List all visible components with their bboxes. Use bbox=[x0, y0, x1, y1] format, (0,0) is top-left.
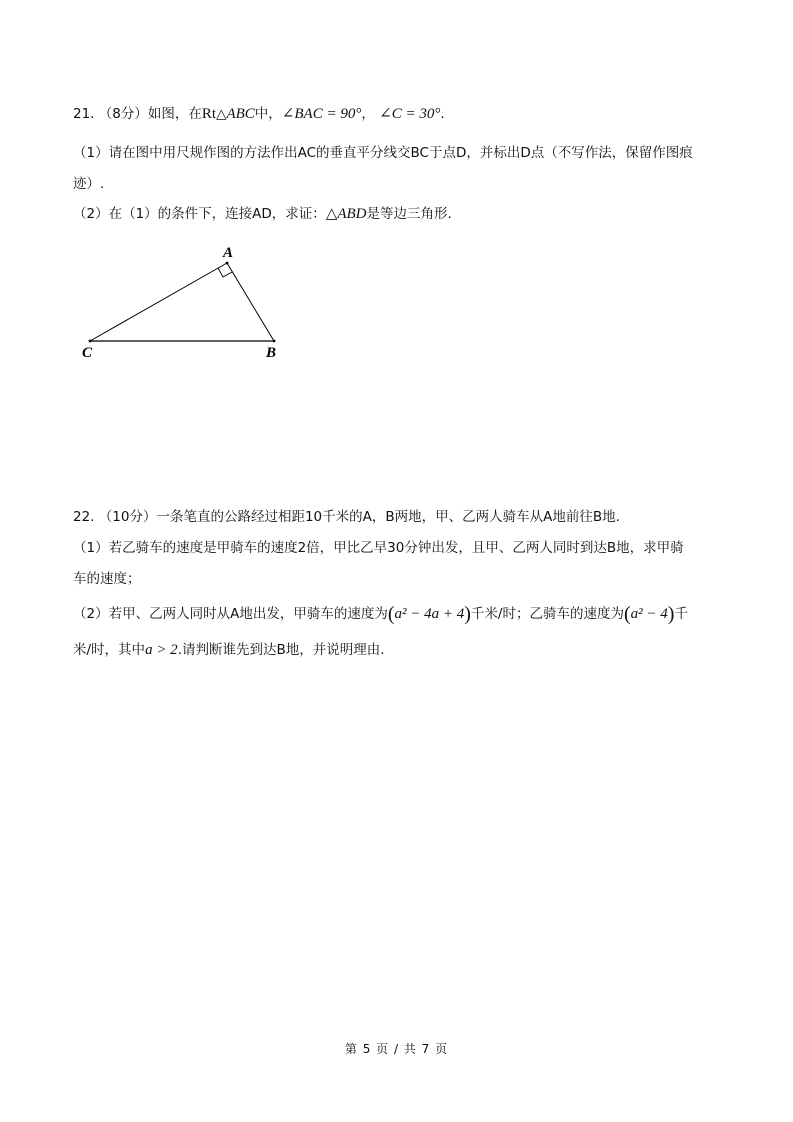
angle-bac: ∠BAC = 90° bbox=[281, 106, 362, 122]
q22-part1-line2: 车的速度； bbox=[73, 571, 141, 587]
q22-part2-line2: 米/时，其中a > 2.请判断谁先到达B地，并说明理由. bbox=[73, 642, 385, 658]
triangle-diagram bbox=[70, 235, 300, 370]
q21-number: 21. bbox=[73, 106, 95, 122]
angle-c: ∠C = 30° bbox=[379, 106, 441, 122]
q21-part1-line1: （1）请在图中用尺规作图的方法作出AC的垂直平分线交BC于点D，并标出D点（不写作法，保留作图痕 bbox=[73, 145, 693, 161]
q21-header: 21. （8分）如图，在Rt△ABC中，∠BAC = 90°， ∠C = 30°. bbox=[73, 106, 445, 122]
label-a: A bbox=[223, 245, 234, 261]
q21-score: （8分） bbox=[98, 106, 148, 122]
q22-part2-line1: （2）若甲、乙两人同时从A地出发，甲骑车的速度为(a² − 4a + 4)千米/时；乙骑车的速度为(a² − 4)千 bbox=[73, 603, 688, 625]
q21-part1-line2: 迹）. bbox=[73, 176, 105, 192]
q22-header: 22. （10分）一条笔直的公路经过相距10千米的A，B两地，甲、乙两人骑车从A地前往B地. bbox=[73, 509, 620, 525]
right-angle-marker bbox=[218, 268, 232, 277]
expr-yi-speed: a² − 4 bbox=[630, 606, 668, 622]
label-b: B bbox=[266, 345, 277, 361]
page-footer: 第 5 页 / 共 7 页 bbox=[344, 1042, 449, 1056]
label-c: C bbox=[82, 345, 93, 361]
q21-part2: （2）在（1）的条件下，连接AD，求证：△ABD是等边三角形. bbox=[73, 206, 452, 222]
condition: a > 2 bbox=[145, 642, 178, 658]
expr-jia-speed: a² − 4a + 4 bbox=[394, 606, 465, 622]
q22-part1-line1: （1）若乙骑车的速度是甲骑车的速度2倍，甲比乙早30分钟出发，且甲、乙两人同时到达B地，求甲骑 bbox=[73, 540, 684, 556]
